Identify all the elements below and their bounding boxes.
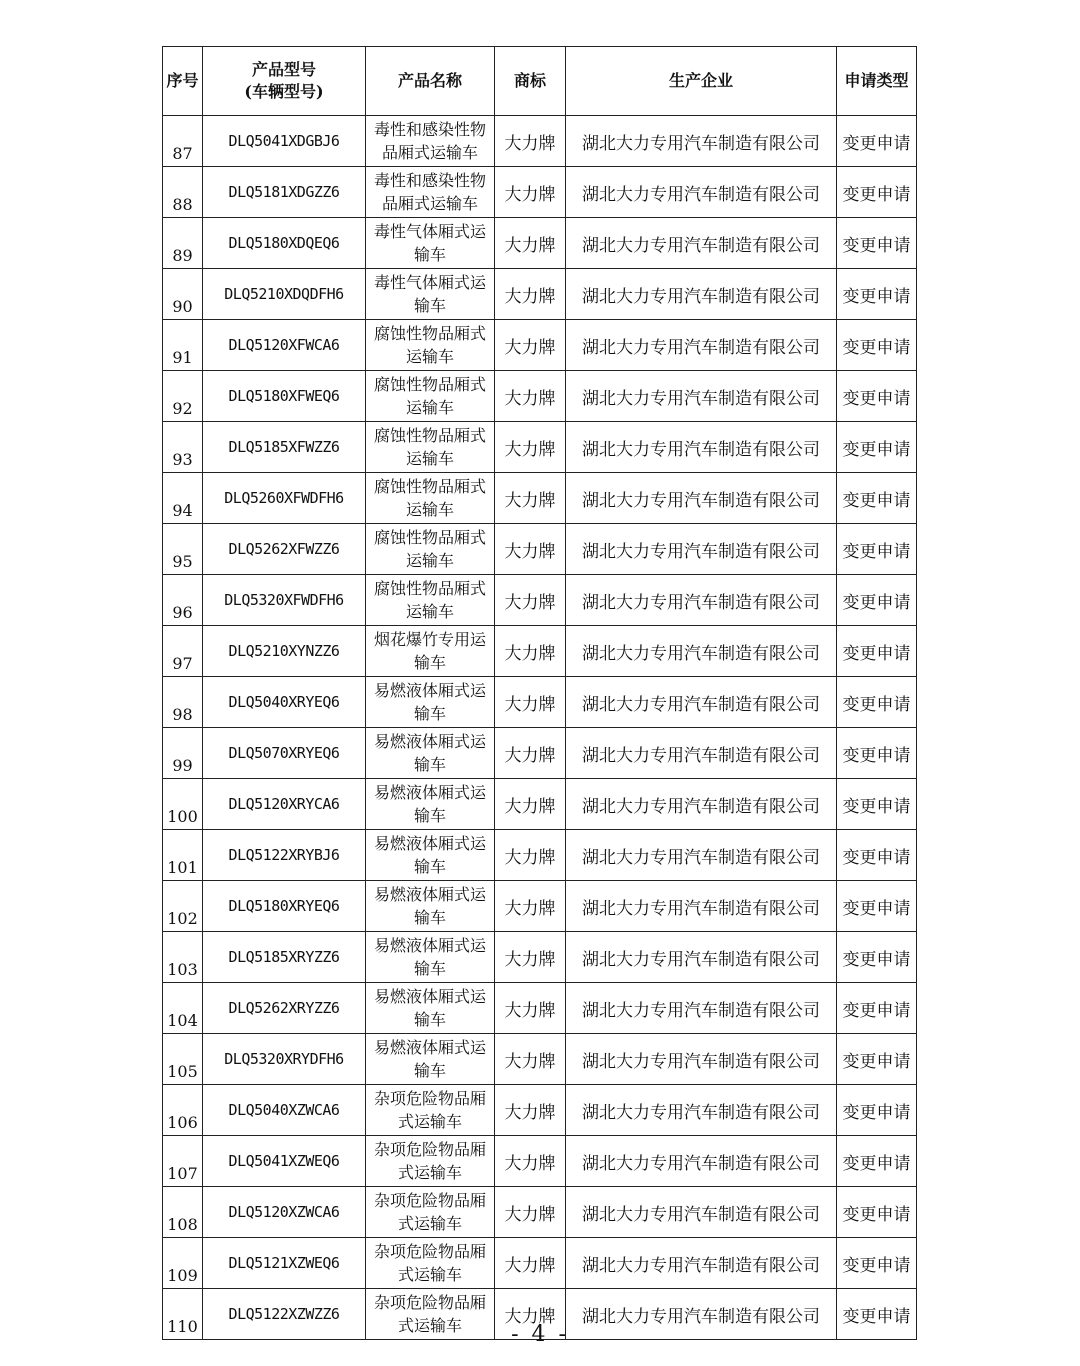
cell-name-text: 杂项危险物品厢式运输车 xyxy=(373,1293,486,1335)
table-row xyxy=(163,881,917,932)
header-type: 申请类型 xyxy=(837,47,917,116)
cell-company: 湖北大力专用汽车制造有限公司 xyxy=(566,1034,837,1085)
cell-name xyxy=(366,1136,495,1187)
vehicle-product-table xyxy=(162,46,917,1340)
cell-seq: 88 xyxy=(163,167,203,218)
cell-name-text: 杂项危险物品厢式运输车 xyxy=(373,1089,486,1131)
cell-name xyxy=(366,320,495,371)
cell-seq: 107 xyxy=(163,1136,203,1187)
cell-name xyxy=(366,1085,495,1136)
cell-company: 湖北大力专用汽车制造有限公司 xyxy=(566,728,837,779)
cell-model: DLQ5120XFWCA6 xyxy=(203,320,366,371)
table-row xyxy=(163,269,917,320)
cell-brand: 大力牌 xyxy=(495,371,566,422)
cell-name-text: 易燃液体厢式运输车 xyxy=(373,987,486,1029)
header-seq: 序号 xyxy=(163,47,203,116)
cell-brand: 大力牌 xyxy=(495,626,566,677)
cell-brand: 大力牌 xyxy=(495,1289,566,1340)
cell-brand: 大力牌 xyxy=(495,218,566,269)
cell-type: 变更申请 xyxy=(837,167,917,218)
cell-name xyxy=(366,983,495,1034)
table-row xyxy=(163,1136,917,1187)
cell-name xyxy=(366,524,495,575)
cell-company: 湖北大力专用汽车制造有限公司 xyxy=(566,371,837,422)
cell-model: DLQ5180XDQEQ6 xyxy=(203,218,366,269)
cell-name-text: 腐蚀性物品厢式运输车 xyxy=(373,579,486,621)
cell-company: 湖北大力专用汽车制造有限公司 xyxy=(566,320,837,371)
cell-company: 湖北大力专用汽车制造有限公司 xyxy=(566,473,837,524)
table-row xyxy=(163,1085,917,1136)
cell-brand: 大力牌 xyxy=(495,983,566,1034)
cell-name-text: 腐蚀性物品厢式运输车 xyxy=(373,426,486,468)
cell-model: DLQ5041XZWEQ6 xyxy=(203,1136,366,1187)
header-name: 产品名称 xyxy=(366,47,495,116)
header-brand: 商标 xyxy=(495,47,566,116)
cell-company: 湖北大力专用汽车制造有限公司 xyxy=(566,575,837,626)
table-row xyxy=(163,524,917,575)
cell-brand: 大力牌 xyxy=(495,932,566,983)
cell-type: 变更申请 xyxy=(837,728,917,779)
table-row xyxy=(163,422,917,473)
cell-seq: 108 xyxy=(163,1187,203,1238)
cell-type: 变更申请 xyxy=(837,932,917,983)
header-model-line1: 产品型号 xyxy=(251,60,316,79)
cell-brand: 大力牌 xyxy=(495,728,566,779)
cell-brand: 大力牌 xyxy=(495,116,566,167)
cell-type: 变更申请 xyxy=(837,422,917,473)
cell-name-text: 杂项危险物品厢式运输车 xyxy=(373,1242,486,1284)
cell-brand: 大力牌 xyxy=(495,1136,566,1187)
cell-seq: 102 xyxy=(163,881,203,932)
cell-seq: 92 xyxy=(163,371,203,422)
cell-type: 变更申请 xyxy=(837,371,917,422)
cell-type: 变更申请 xyxy=(837,779,917,830)
cell-name-text: 毒性和感染性物品厢式运输车 xyxy=(373,120,486,162)
cell-name xyxy=(366,473,495,524)
cell-seq: 95 xyxy=(163,524,203,575)
cell-model: DLQ5180XFWEQ6 xyxy=(203,371,366,422)
cell-name xyxy=(366,728,495,779)
cell-name-text: 腐蚀性物品厢式运输车 xyxy=(373,477,486,519)
cell-company: 湖北大力专用汽车制造有限公司 xyxy=(566,218,837,269)
cell-type: 变更申请 xyxy=(837,677,917,728)
cell-brand: 大力牌 xyxy=(495,881,566,932)
table-row xyxy=(163,116,917,167)
cell-type: 变更申请 xyxy=(837,626,917,677)
cell-name xyxy=(366,167,495,218)
table-row xyxy=(163,779,917,830)
header-model xyxy=(203,47,366,116)
cell-name xyxy=(366,881,495,932)
cell-model: DLQ5040XZWCA6 xyxy=(203,1085,366,1136)
cell-name xyxy=(366,269,495,320)
cell-name-text: 易燃液体厢式运输车 xyxy=(373,732,486,774)
cell-name xyxy=(366,1034,495,1085)
cell-company: 湖北大力专用汽车制造有限公司 xyxy=(566,269,837,320)
cell-brand: 大力牌 xyxy=(495,830,566,881)
cell-seq: 104 xyxy=(163,983,203,1034)
cell-model: DLQ5121XZWEQ6 xyxy=(203,1238,366,1289)
cell-brand: 大力牌 xyxy=(495,1085,566,1136)
cell-seq: 96 xyxy=(163,575,203,626)
table-row xyxy=(163,830,917,881)
cell-model: DLQ5185XFWZZ6 xyxy=(203,422,366,473)
cell-model: DLQ5210XYNZZ6 xyxy=(203,626,366,677)
table-row xyxy=(163,1187,917,1238)
cell-company: 湖北大力专用汽车制造有限公司 xyxy=(566,983,837,1034)
cell-name xyxy=(366,932,495,983)
cell-brand: 大力牌 xyxy=(495,167,566,218)
cell-name xyxy=(366,116,495,167)
cell-type: 变更申请 xyxy=(837,320,917,371)
cell-type: 变更申请 xyxy=(837,881,917,932)
cell-brand: 大力牌 xyxy=(495,677,566,728)
cell-seq: 97 xyxy=(163,626,203,677)
cell-model: DLQ5181XDGZZ6 xyxy=(203,167,366,218)
cell-type: 变更申请 xyxy=(837,1238,917,1289)
header-model-line2: (车辆型号) xyxy=(244,82,324,101)
cell-model: DLQ5120XRYCA6 xyxy=(203,779,366,830)
cell-model: DLQ5070XRYEQ6 xyxy=(203,728,366,779)
table-row xyxy=(163,371,917,422)
cell-company: 湖北大力专用汽车制造有限公司 xyxy=(566,1187,837,1238)
cell-seq: 99 xyxy=(163,728,203,779)
cell-type: 变更申请 xyxy=(837,116,917,167)
table-row xyxy=(163,320,917,371)
cell-model: DLQ5320XFWDFH6 xyxy=(203,575,366,626)
cell-name xyxy=(366,1238,495,1289)
cell-type: 变更申请 xyxy=(837,1289,917,1340)
cell-name-text: 腐蚀性物品厢式运输车 xyxy=(373,324,486,366)
cell-name-text: 毒性气体厢式运输车 xyxy=(373,273,486,315)
cell-model: DLQ5041XDGBJ6 xyxy=(203,116,366,167)
cell-name-text: 易燃液体厢式运输车 xyxy=(373,783,486,825)
cell-seq: 100 xyxy=(163,779,203,830)
cell-brand: 大力牌 xyxy=(495,1187,566,1238)
cell-seq: 98 xyxy=(163,677,203,728)
cell-seq: 106 xyxy=(163,1085,203,1136)
cell-name xyxy=(366,422,495,473)
cell-brand: 大力牌 xyxy=(495,473,566,524)
table-header-row xyxy=(163,47,917,116)
cell-seq: 109 xyxy=(163,1238,203,1289)
cell-company: 湖北大力专用汽车制造有限公司 xyxy=(566,167,837,218)
cell-company: 湖北大力专用汽车制造有限公司 xyxy=(566,779,837,830)
cell-company: 湖北大力专用汽车制造有限公司 xyxy=(566,422,837,473)
cell-model: DLQ5122XZWZZ6 xyxy=(203,1289,366,1340)
table-row xyxy=(163,728,917,779)
cell-company: 湖北大力专用汽车制造有限公司 xyxy=(566,1238,837,1289)
cell-type: 变更申请 xyxy=(837,1136,917,1187)
cell-name-text: 易燃液体厢式运输车 xyxy=(373,681,486,723)
cell-type: 变更申请 xyxy=(837,473,917,524)
cell-brand: 大力牌 xyxy=(495,422,566,473)
table-row xyxy=(163,677,917,728)
cell-name xyxy=(366,371,495,422)
cell-type: 变更申请 xyxy=(837,1085,917,1136)
table-body xyxy=(163,116,917,1340)
cell-name xyxy=(366,779,495,830)
cell-name-text: 毒性和感染性物品厢式运输车 xyxy=(373,171,486,213)
cell-type: 变更申请 xyxy=(837,524,917,575)
cell-model: DLQ5040XRYEQ6 xyxy=(203,677,366,728)
cell-seq: 94 xyxy=(163,473,203,524)
cell-name xyxy=(366,1187,495,1238)
cell-name-text: 腐蚀性物品厢式运输车 xyxy=(373,528,486,570)
cell-name xyxy=(366,626,495,677)
cell-company: 湖北大力专用汽车制造有限公司 xyxy=(566,1289,837,1340)
cell-seq: 90 xyxy=(163,269,203,320)
cell-name-text: 杂项危险物品厢式运输车 xyxy=(373,1191,486,1233)
cell-model: DLQ5320XRYDFH6 xyxy=(203,1034,366,1085)
cell-seq: 87 xyxy=(163,116,203,167)
cell-name xyxy=(366,218,495,269)
cell-company: 湖北大力专用汽车制造有限公司 xyxy=(566,626,837,677)
cell-model: DLQ5122XRYBJ6 xyxy=(203,830,366,881)
table-row xyxy=(163,932,917,983)
cell-name xyxy=(366,575,495,626)
cell-brand: 大力牌 xyxy=(495,269,566,320)
table-row xyxy=(163,626,917,677)
cell-company: 湖北大力专用汽车制造有限公司 xyxy=(566,881,837,932)
cell-name xyxy=(366,830,495,881)
cell-name-text: 毒性气体厢式运输车 xyxy=(373,222,486,264)
cell-model: DLQ5185XRYZZ6 xyxy=(203,932,366,983)
page-number: - 4 - xyxy=(511,1322,569,1347)
cell-brand: 大力牌 xyxy=(495,524,566,575)
cell-type: 变更申请 xyxy=(837,1187,917,1238)
cell-type: 变更申请 xyxy=(837,1034,917,1085)
cell-company: 湖北大力专用汽车制造有限公司 xyxy=(566,830,837,881)
cell-name-text: 烟花爆竹专用运输车 xyxy=(373,630,486,672)
cell-company: 湖北大力专用汽车制造有限公司 xyxy=(566,116,837,167)
cell-model: DLQ5120XZWCA6 xyxy=(203,1187,366,1238)
table-row xyxy=(163,167,917,218)
cell-seq: 93 xyxy=(163,422,203,473)
cell-brand: 大力牌 xyxy=(495,575,566,626)
cell-company: 湖北大力专用汽车制造有限公司 xyxy=(566,677,837,728)
cell-seq: 89 xyxy=(163,218,203,269)
cell-company: 湖北大力专用汽车制造有限公司 xyxy=(566,1085,837,1136)
cell-name xyxy=(366,677,495,728)
header-company: 生产企业 xyxy=(566,47,837,116)
cell-brand: 大力牌 xyxy=(495,779,566,830)
cell-seq: 91 xyxy=(163,320,203,371)
table-row xyxy=(163,218,917,269)
table-row xyxy=(163,575,917,626)
cell-brand: 大力牌 xyxy=(495,320,566,371)
cell-type: 变更申请 xyxy=(837,830,917,881)
cell-company: 湖北大力专用汽车制造有限公司 xyxy=(566,1136,837,1187)
table-row xyxy=(163,983,917,1034)
table-row xyxy=(163,1034,917,1085)
cell-brand: 大力牌 xyxy=(495,1034,566,1085)
cell-name-text: 易燃液体厢式运输车 xyxy=(373,936,486,978)
cell-type: 变更申请 xyxy=(837,269,917,320)
cell-type: 变更申请 xyxy=(837,218,917,269)
cell-name-text: 易燃液体厢式运输车 xyxy=(373,834,486,876)
cell-name-text: 易燃液体厢式运输车 xyxy=(373,1038,486,1080)
cell-model: DLQ5262XFWZZ6 xyxy=(203,524,366,575)
cell-model: DLQ5180XRYEQ6 xyxy=(203,881,366,932)
cell-name-text: 易燃液体厢式运输车 xyxy=(373,885,486,927)
cell-model: DLQ5260XFWDFH6 xyxy=(203,473,366,524)
cell-seq: 101 xyxy=(163,830,203,881)
table-row xyxy=(163,1238,917,1289)
cell-model: DLQ5210XDQDFH6 xyxy=(203,269,366,320)
cell-company: 湖北大力专用汽车制造有限公司 xyxy=(566,932,837,983)
table-row xyxy=(163,473,917,524)
cell-seq: 103 xyxy=(163,932,203,983)
cell-name-text: 腐蚀性物品厢式运输车 xyxy=(373,375,486,417)
cell-name-text: 杂项危险物品厢式运输车 xyxy=(373,1140,486,1182)
cell-seq: 110 xyxy=(163,1289,203,1340)
cell-company: 湖北大力专用汽车制造有限公司 xyxy=(566,524,837,575)
cell-brand: 大力牌 xyxy=(495,1238,566,1289)
cell-model: DLQ5262XRYZZ6 xyxy=(203,983,366,1034)
cell-type: 变更申请 xyxy=(837,983,917,1034)
cell-seq: 105 xyxy=(163,1034,203,1085)
cell-type: 变更申请 xyxy=(837,575,917,626)
